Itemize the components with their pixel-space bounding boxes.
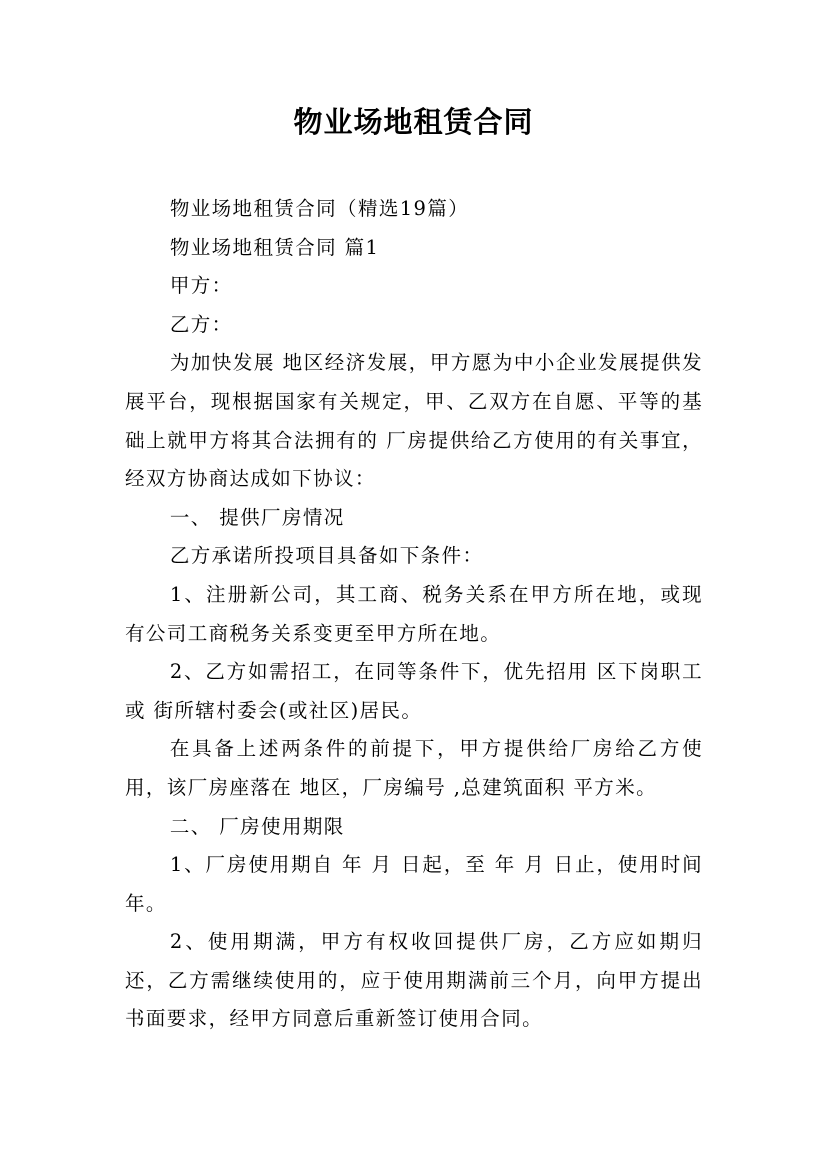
paragraph-term-2: 2、使用期满，甲方有权收回提供厂房，乙方应如期归还，乙方需继续使用的，应于使用期满前三个月，向甲方提出书面要求，经甲方同意后重新签订使用合同。: [125, 930, 703, 1031]
paragraph-party-a: 甲方：: [169, 274, 233, 298]
paragraph-factory-location: 在具备上述两条件的前提下，甲方提供给厂房给乙方使用，该厂房座落在 地区，厂房编号 ,总建筑面积 平方米。: [125, 737, 703, 799]
paragraph-condition-1: 1、注册新公司，其工商、税务关系在甲方所在地，或现有公司工商税务关系变更至甲方所在地。: [125, 582, 703, 645]
paragraph-preamble: 为加快发展 地区经济发展，甲方愿为中小企业发展提供发展平台，现根据国家有关规定，甲、乙双方在自愿、平等的基础上就甲方将其合法拥有的 厂房提供给乙方使用的有关事宜，经双方协商达成如下协议：: [125, 351, 703, 491]
paragraph-term-1: 1、厂房使用期自 年 月 日起，至 年 月 日止，使用时间 年。: [125, 853, 703, 915]
paragraph-clause-2-heading: 二、 厂房使用期限: [169, 814, 345, 838]
document-title: 物业场地租赁合同: [293, 105, 534, 139]
paragraph-subtitle: 物业场地租赁合同（精选19篇）: [169, 197, 470, 220]
paragraph-conditions-intro: 乙方承诺所投项目具备如下条件：: [169, 544, 484, 568]
paragraph-clause-1-heading: 一、 提供厂房情况: [169, 505, 345, 529]
document-body: [125, 190, 703, 1039]
paragraph-party-b: 乙方：: [169, 312, 233, 336]
paragraph-section-heading: 物业场地租赁合同 篇1: [169, 235, 380, 259]
paragraph-condition-2: 2、乙方如需招工，在同等条件下，优先招用 区下岗职工或 街所辖村委会(或社区)居民。: [125, 660, 703, 722]
